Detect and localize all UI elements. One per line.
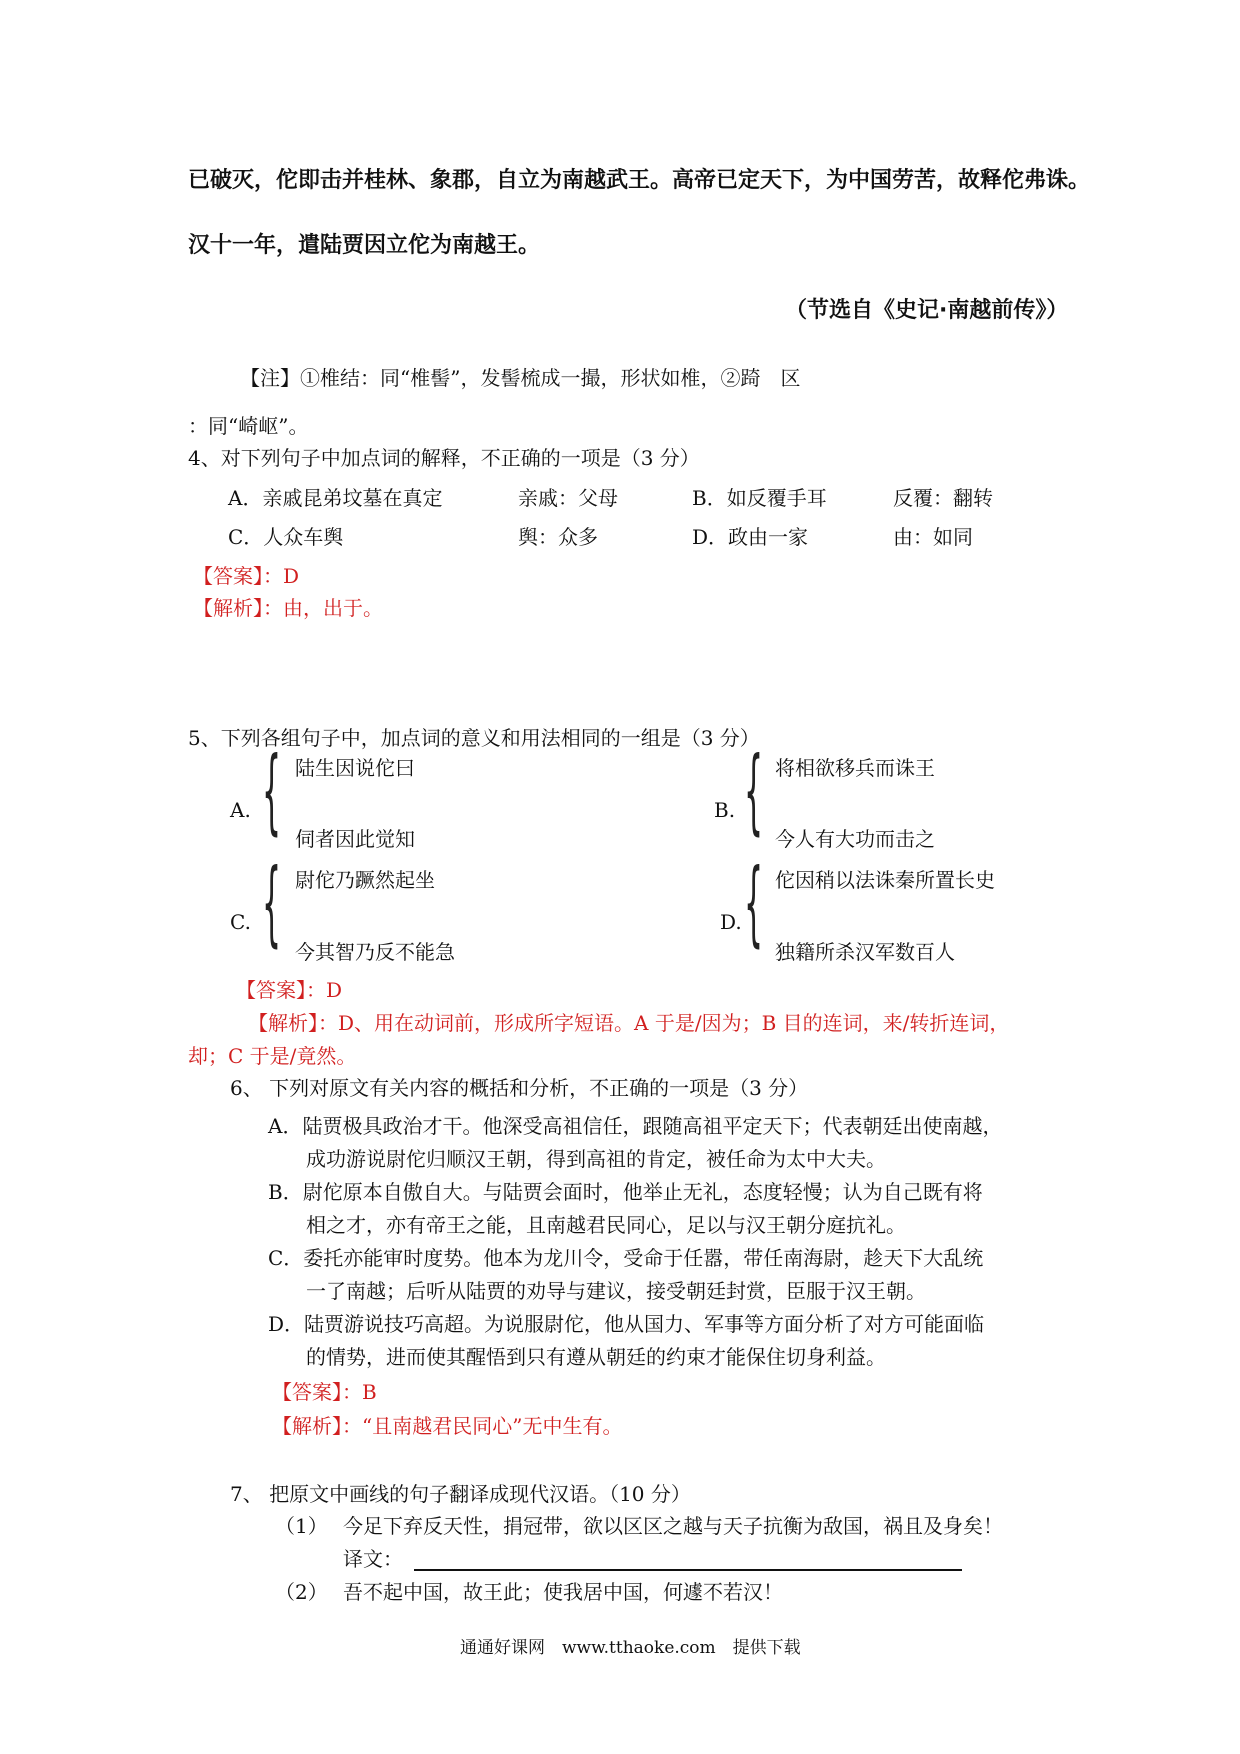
q5-brace-c: { [262, 850, 282, 960]
q4-answer: 【答案】：D [193, 564, 300, 588]
q4-option-b: B．如反覆手耳 [692, 486, 827, 510]
q4-stem: 4、对下列句子中加点词的解释，不正确的一项是（3 分） [188, 446, 700, 470]
q5-d-sentence-1: 佗因稍以法诛秦所置长史 [775, 868, 995, 892]
q6-b-line-2: 相之才，亦有帝王之能，且南越君民同心，足以与汉王朝分庭抗礼。 [306, 1213, 906, 1237]
note-line-1: 【注】①椎结：同“椎髻”，发髻梳成一撮，形状如椎，②踦 区 [240, 366, 801, 390]
q4-option-d: D．政由一家 [692, 525, 809, 549]
q5-answer: 【答案】：D [236, 978, 343, 1002]
page-footer: 通通好课网 www.tthaoke.com 提供下载 [460, 1638, 801, 1658]
passage-source: （节选自《史记·南越前传》） [785, 298, 1069, 323]
q5-b-sentence-2: 今人有大功而击之 [775, 827, 935, 851]
q5-label-b: B. [714, 798, 736, 822]
q5-a-sentence-2: 伺者因此觉知 [295, 827, 415, 851]
passage-line-1: 已破灭，佗即击并桂林、象郡，自立为南越武王。高帝已定天下，为中国劳苦，故释佗弗诛。 [188, 168, 1091, 193]
q7-sentence-2-number: （2） [275, 1580, 328, 1604]
note-line-2: ：同“崎岖”。 [188, 414, 309, 438]
q7-sentence-1-number: （1） [275, 1514, 328, 1538]
q5-analysis-line-1: 【解析】：D、用在动词前，形成所字短语。A 于是/因为；B 目的连词，来/转折连词， [248, 1011, 1010, 1035]
q5-brace-a: { [262, 738, 282, 848]
q7-sentence-1: 今足下弃反天性，捐冠带，欲以区区之越与天子抗衡为敌国，祸且及身矣！ [343, 1514, 1003, 1538]
q4-option-c: C．人众车舆 [228, 525, 344, 549]
q6-a-line-2: 成功游说尉佗归顺汉王朝，得到高祖的肯定，被任命为太中大夫。 [306, 1147, 886, 1171]
q4-gloss-a: 亲戚：父母 [518, 486, 618, 510]
q6-answer: 【答案】：B [272, 1380, 377, 1404]
q6-analysis: 【解析】：“且南越君民同心”无中生有。 [272, 1414, 623, 1438]
q7-stem: 7、 把原文中画线的句子翻译成现代汉语。（10 分） [230, 1482, 691, 1506]
q6-c-line-2: 一了南越；后听从陆贾的劝导与建议，接受朝廷封赏，臣服于汉王朝。 [306, 1279, 926, 1303]
q5-stem: 5、下列各组句子中，加点词的意义和用法相同的一组是（3 分） [188, 726, 760, 750]
q5-label-d: D. [720, 910, 742, 934]
q5-c-sentence-2: 今其智乃反不能急 [295, 940, 455, 964]
q6-b-line-1: B．尉佗原本自傲自大。与陆贾会面时，他举止无礼，态度轻慢；认为自己既有将 [268, 1180, 983, 1204]
q4-option-a: A．亲戚昆弟坟墓在真定 [228, 486, 443, 510]
q5-b-sentence-1: 将相欲移兵而诛王 [775, 756, 935, 780]
q6-c-line-1: C．委托亦能审时度势。他本为龙川令，受命于任嚣，带任南海尉，趁天下大乱统 [268, 1246, 984, 1270]
q6-a-line-1: A．陆贾极具政治才干。他深受高祖信任，跟随高祖平定天下；代表朝廷出使南越， [268, 1114, 1003, 1138]
passage-line-2: 汉十一年，遣陆贾因立佗为南越王。 [188, 233, 541, 258]
q5-brace-b: { [744, 738, 764, 848]
q5-brace-d: { [744, 850, 764, 960]
q4-gloss-c: 舆：众多 [518, 525, 598, 549]
q4-gloss-b: 反覆：翻转 [893, 486, 993, 510]
q5-label-c: C. [230, 910, 251, 934]
q5-a-sentence-1: 陆生因说佗曰 [295, 756, 415, 780]
q5-analysis-line-2: 却；C 于是/竟然。 [188, 1044, 357, 1068]
q6-stem: 6、 下列对原文有关内容的概括和分析，不正确的一项是（3 分） [230, 1076, 809, 1100]
q5-label-a: A. [230, 798, 251, 822]
q4-gloss-d: 由：如同 [893, 525, 973, 549]
q6-d-line-2: 的情势，进而使其醒悟到只有遵从朝廷的约束才能保住切身利益。 [306, 1345, 886, 1369]
q6-d-line-1: D．陆贾游说技巧高超。为说服尉佗，他从国力、军事等方面分析了对方可能面临 [268, 1312, 985, 1336]
q7-translation-blank[interactable] [414, 1569, 962, 1571]
q5-d-sentence-2: 独籍所杀汉军数百人 [775, 940, 955, 964]
q7-sentence-2: 吾不起中国，故王此；使我居中国，何遽不若汉！ [343, 1580, 783, 1604]
q5-c-sentence-1: 尉佗乃蹶然起坐 [295, 868, 435, 892]
q7-translation-label: 译文： [343, 1547, 403, 1571]
q4-analysis: 【解析】：由，出于。 [193, 596, 383, 620]
